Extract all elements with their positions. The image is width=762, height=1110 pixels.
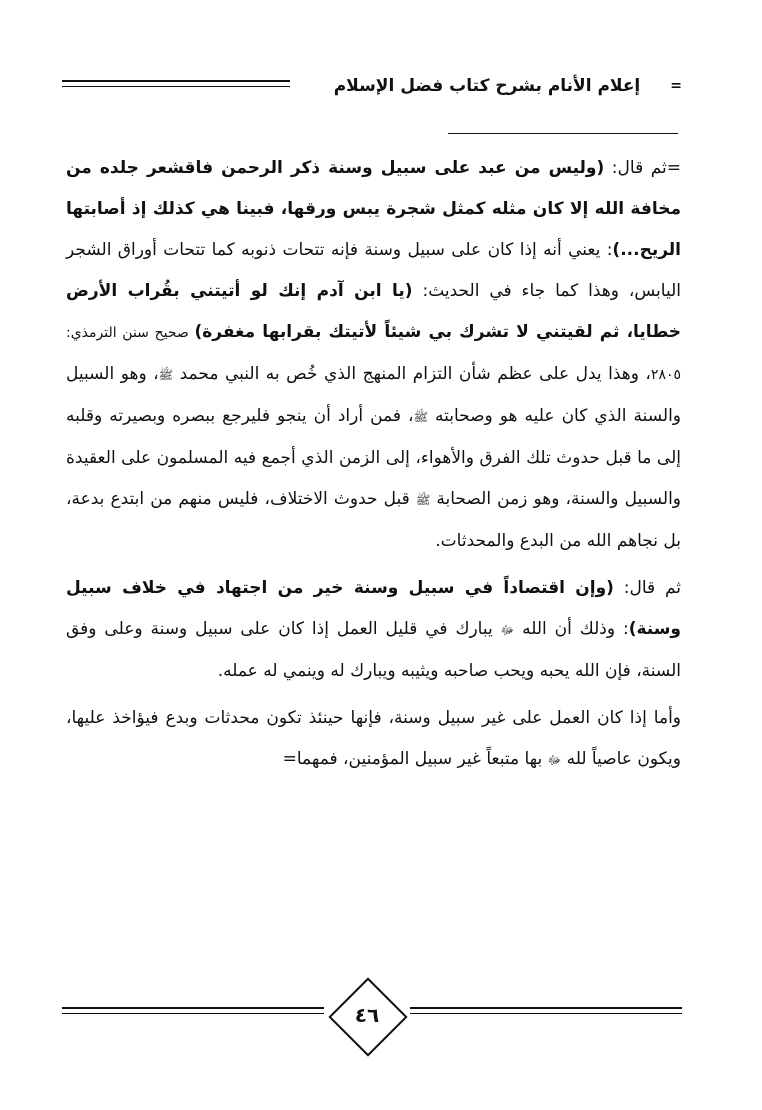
p1-text-2: ، وهذا يدل على عظم شأن التزام المنهج الذي خُص به النبي محمد [173,364,651,384]
p1-text-5: قبل حدوث الاختلاف، فليس منهم من ابتدع بدعة، بل نجاهم الله من البدع والمحدثات. [66,489,681,551]
honorific-glyph: ﷻ [500,623,515,637]
p3-text-1: وأما إذا كان العمل على غير سبيل وسنة، فإنها حينئذ تكون محدثات وبدع فيؤاخذ عليها، ويكون عاصياً لله [66,708,681,769]
running-header [62,72,682,104]
p2-text-1: : وذلك أن الله [514,619,629,639]
page-body [66,148,681,787]
footer-rule-left-bottom [62,1013,324,1014]
paragraph-2 [66,568,681,692]
footer-rule-right-bottom [410,1013,682,1014]
header-rule-left-top [62,80,290,82]
footer-rule-left-top [62,1007,324,1009]
p1-hadith-quote: (يا ابن آدم إنك لو أتيتني بقُراب الأرض خطايا، ثم لقيتني لا تشرك بي شيئاً لأتيتك بقرابها مغفرة) [66,281,681,342]
header-marker: = [670,78,682,94]
p2-text-2: يبارك في قليل العمل إذا كان على سبيل وسنة وعلى وفق السنة، فإن الله يحبه ويحب صاحبه ويثيبه ويبارك له وينمي له عمله. [66,619,681,681]
header-rule-left-bottom [62,86,290,87]
p2-intro: ثم قال: [613,578,681,598]
header-underline [448,133,678,134]
honorific-glyph: ﷻ [547,753,562,767]
p1-quote-1: (وليس من عبد على سبيل وسنة ذكر الرحمن فاقشعر جلده من مخافة الله إلا كان مثله كمثل شجرة يبس ورقها، فبينا هي كذلك إذ أصابتها الريح...) [66,158,681,260]
p1-text-1: : يعني أنه إذا كان على سبيل وسنة فإنه تتحات ذنوبه كما تتحات أوراق الشجر اليابس، وهذا كما جاء في الحديث: [66,240,681,301]
p1-citation: صحيح سنن الترمذي: ٢٨٠٥ [66,325,681,383]
p3-text-2: بها متبعاً غير سبيل المؤمنين، فمهما= [282,749,548,769]
page-footer [62,985,682,1049]
p1-intro: =ثم قال: [604,158,682,178]
paragraph-1 [66,148,681,562]
p1-text-3: ، وهو السبيل والسنة الذي كان عليه هو وصحابته [66,364,681,426]
page-number: ٤٦ [354,1003,380,1027]
footer-rule-right-top [410,1007,682,1009]
p2-quote: (وإن اقتصاداً في سبيل وسنة خير من اجتهاد في خلاف سبيل وسنة) [66,578,681,639]
header-title: إعلام الأنام بشرح كتاب فضل الإسلام [333,76,641,96]
paragraph-3 [66,698,681,781]
honorific-glyph: ﷺ [415,493,431,507]
honorific-glyph: ﷺ [413,410,428,424]
honorific-glyph: ﷺ [158,368,174,382]
p1-text-4: ، فمن أراد أن ينجو فليرجع ببصره وبصيرته وقلبه إلى ما قبل حدوث تلك الفرق والأهواء، إلى الزمن الذي أجمع فيه المسلمون على العقيدة والسبيل والسنة، وهو زمن الصحابة [66,406,682,509]
